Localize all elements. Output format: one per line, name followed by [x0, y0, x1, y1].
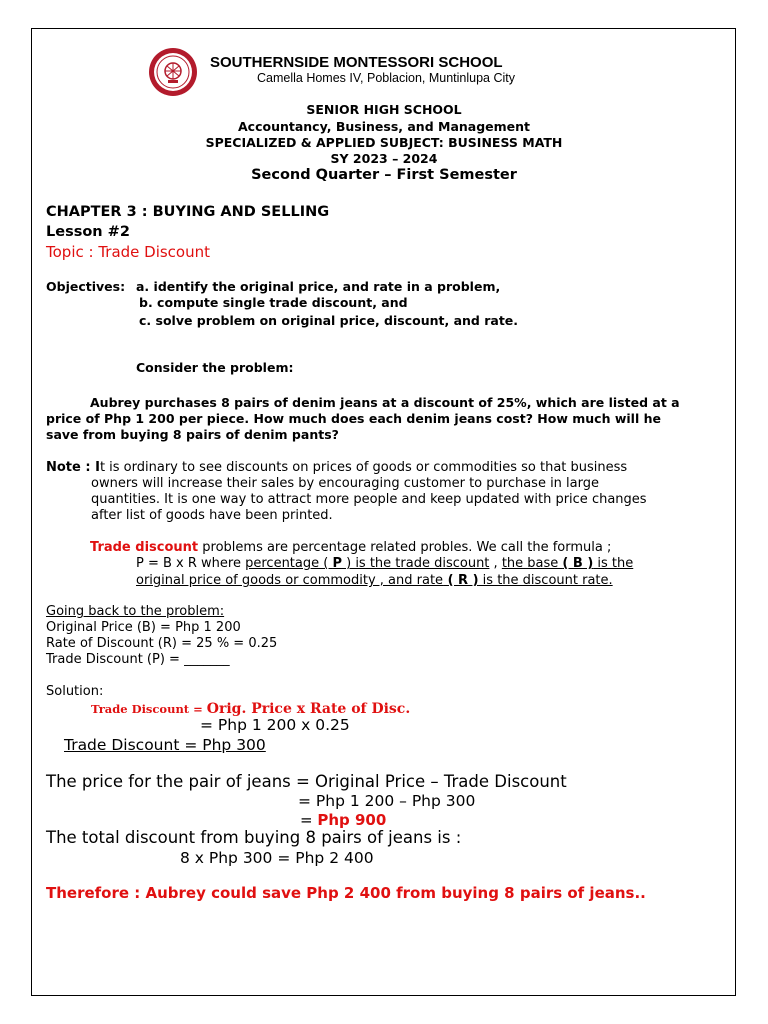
price-step: = Php 1 200 – Php 300 — [298, 792, 476, 810]
quarter-heading: Second Quarter – First Semester — [251, 167, 517, 183]
lesson-number: Lesson #2 — [46, 224, 130, 240]
problem-line: Aubrey purchases 8 pairs of denim jeans at a discount of 25%, which are listed at a — [90, 395, 680, 410]
price-line: The price for the pair of jeans = Original Price – Trade Discount — [46, 772, 567, 791]
total-discount-line: The total discount from buying 8 pairs of jeans is : — [46, 828, 462, 847]
given-heading: Going back to the problem: — [46, 604, 225, 619]
given-original-price: Original Price (B) = Php 1 200 — [46, 620, 241, 635]
trade-discount-result: Trade Discount = Php 300 — [64, 736, 266, 754]
problem-line: price of Php 1 200 per piece. How much does each denim jeans cost? How much will he — [46, 411, 661, 426]
trade-discount-formula: Trade Discount = Orig. Price x Rate of Disc. — [91, 701, 411, 717]
note-label: Note : I — [46, 460, 100, 475]
chapter-title: CHAPTER 3 : BUYING AND SELLING — [46, 204, 330, 220]
formula-definition: P = B x R where percentage ( P ) is the trade discount , the base ( B ) is the — [136, 556, 634, 571]
level-heading: SENIOR HIGH SCHOOL — [306, 102, 462, 117]
strand-heading: Accountancy, Business, and Management — [237, 119, 531, 134]
objective-item: c. solve problem on original price, discount, and rate. — [139, 313, 519, 328]
conclusion: Therefore : Aubrey could save Php 2 400 from buying 8 pairs of jeans.. — [46, 884, 646, 902]
problem-intro: Consider the problem: — [136, 360, 294, 375]
given-rate: Rate of Discount (R) = 25 % = 0.25 — [46, 636, 278, 651]
note-line: quantities. It is one way to attract more people and keep updated with price changes — [91, 492, 647, 507]
given-trade-discount: Trade Discount (P) = _______ — [46, 652, 230, 667]
note-line: owners will increase their sales by encouraging customer to purchase in large — [91, 476, 599, 491]
price-result: = Php 900 — [300, 811, 387, 829]
objective-item: a. identify the original price, and rate in a problem, — [136, 279, 501, 294]
subject-heading: SPECIALIZED & APPLIED SUBJECT: BUSINESS MATH — [205, 135, 563, 150]
solution-label: Solution: — [46, 684, 104, 699]
school-year: SY 2023 – 2024 — [330, 151, 438, 166]
problem-line: save from buying 8 pairs of denim pants? — [46, 427, 339, 442]
objectives-label: Objectives: — [46, 279, 126, 294]
objective-item: b. compute single trade discount, and — [139, 295, 408, 310]
total-discount-step: 8 x Php 300 = Php 2 400 — [180, 849, 374, 867]
note-line: t is ordinary to see discounts on prices of goods or commodities so that business — [99, 460, 628, 475]
formula-definition-cont: original price of goods or commodity , and rate ( R ) is the discount rate. — [136, 573, 613, 588]
school-seal-logo — [148, 47, 198, 97]
trade-discount-term: Trade discount — [90, 540, 199, 555]
note-paragraph-first — [46, 460, 627, 475]
solution-step: = Php 1 200 x 0.25 — [200, 716, 350, 734]
topic-title: Topic : Trade Discount — [46, 243, 211, 261]
school-address: Camella Homes IV, Poblacion, Muntinlupa City — [257, 71, 515, 85]
formula-intro: Trade discount problems are percentage related probles. We call the formula ; — [90, 540, 612, 555]
school-name: SOUTHERNSIDE MONTESSORI SCHOOL — [210, 54, 503, 71]
note-line: after list of goods have been printed. — [91, 508, 333, 523]
